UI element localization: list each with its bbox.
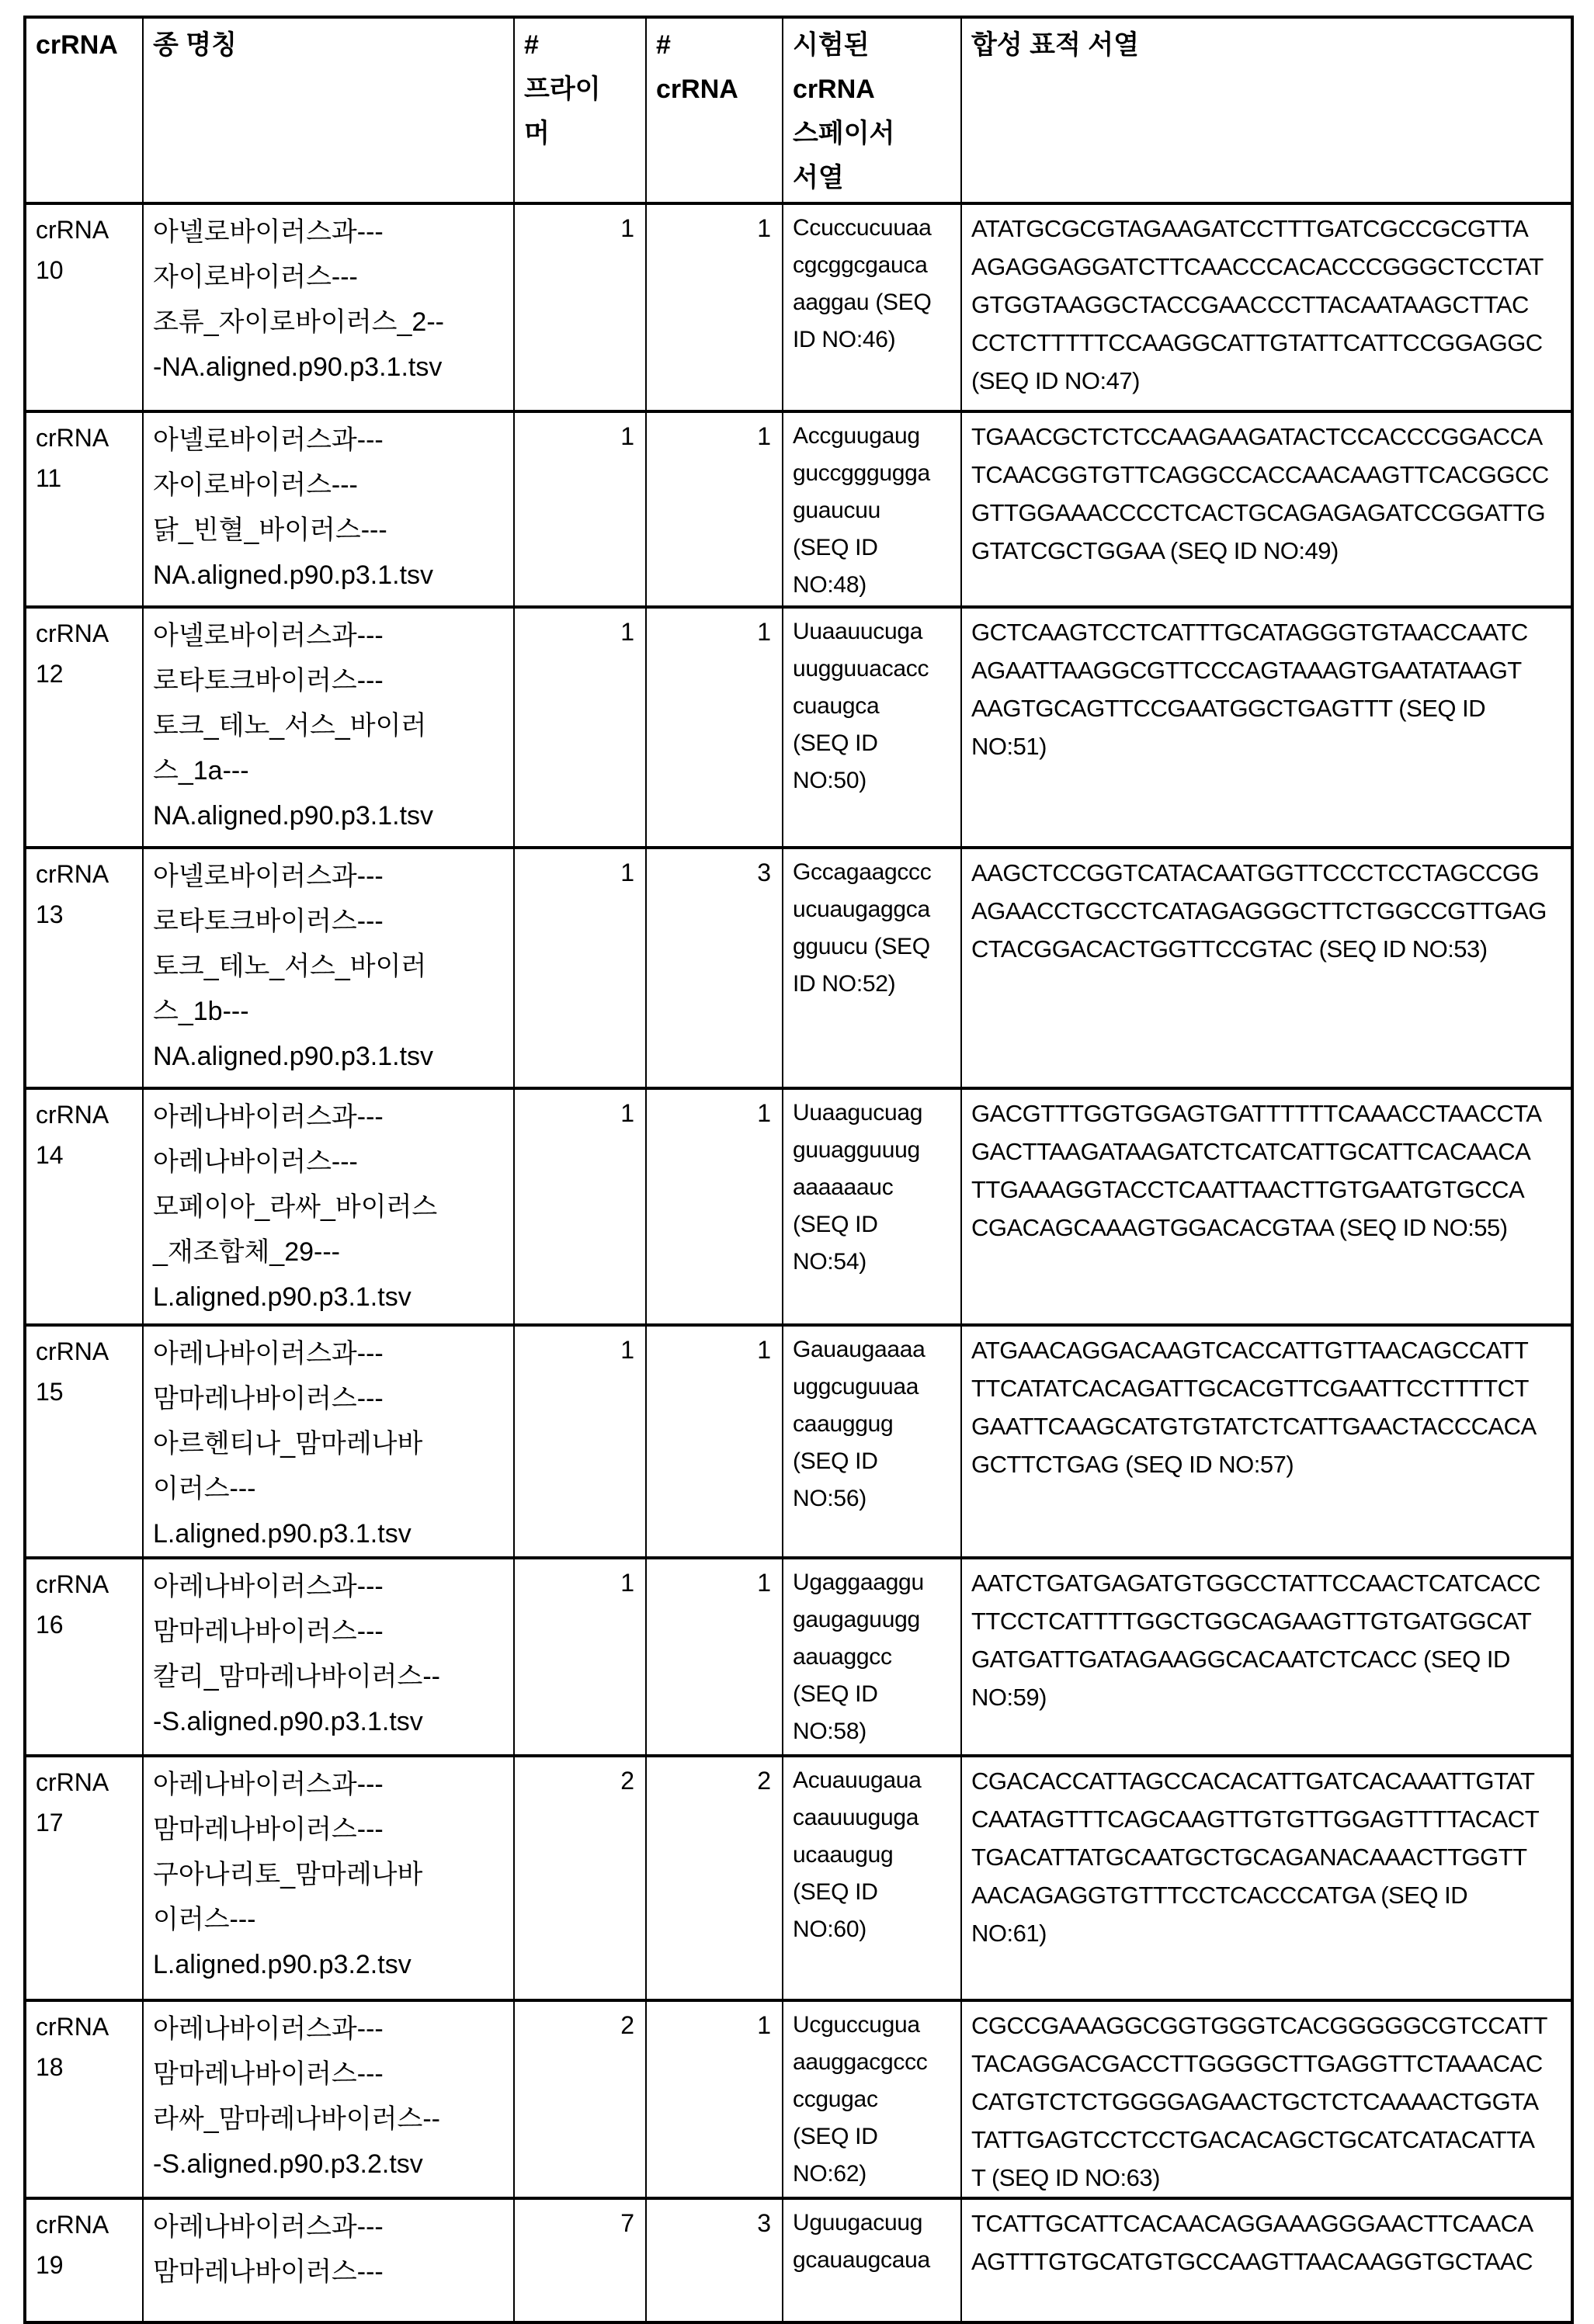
header-tested-spacer-seq: 시험된 crRNA 스페이서 서열 [783,17,961,203]
spacer-sequence-cell: Uguugacuug gcauaugcaua [783,2198,961,2322]
target-sequence-cell: ATGAACAGGACAAGTCACCATTGTTAACAGCCATT TTCATATCACAGATTGCACGTTCGAATTCCTTTTCT GAATTCAAGCATGTGTATCTCATTGAACTACCCACA GCTTCTGAG (SEQ ID NO:57) [961,1325,1572,1558]
header-num-crrna: # crRNA [646,17,783,203]
crrna-id-cell: crRNA 13 [25,848,143,1088]
spacer-sequence-cell: Gccagaagccc ucuaugaggca gguucu (SEQ ID NO:52) [783,848,961,1088]
species-name-cell: 아레나바이러스과--- 맘마레나바이러스--- 칼리_맘마레나바이러스-- -S.aligned.p90.p3.1.tsv [143,1558,514,1756]
num-primers-cell: 1 [514,203,646,411]
num-primers-cell: 2 [514,1756,646,2000]
table-row [25,2000,1572,2198]
species-name-cell: 아레나바이러스과--- 맘마레나바이러스--- 아르헨티나_맘마레나바 이러스--- L.aligned.p90.p3.1.tsv [143,1325,514,1558]
table-header [25,17,1572,203]
num-primers-cell: 1 [514,848,646,1088]
crrna-sequence-table [23,16,1574,2324]
header-num-primers: # 프라이 머 [514,17,646,203]
species-name-cell: 아레나바이러스과--- 맘마레나바이러스--- 라싸_맘마레나바이러스-- -S.aligned.p90.p3.2.tsv [143,2000,514,2198]
crrna-id-cell: crRNA 14 [25,1088,143,1325]
table-row [25,411,1572,607]
num-crrna-cell: 1 [646,1088,783,1325]
table-row [25,2198,1572,2322]
table-row [25,203,1572,411]
table-body [25,203,1572,2322]
num-primers-cell: 1 [514,411,646,607]
table-row [25,607,1572,848]
table-row [25,1558,1572,1756]
target-sequence-cell: CGCCGAAAGGCGGTGGGTCACGGGGGCGTCCATT TACAGGACGACCTTGGGGCTTGAGGTTCTAAACAC CATGTCTCTGGGGAGAACTGCTCTCAAAACTGGTA TATTGAGTCCTCCTGACACAGCTGCATCATACATTA T (SEQ ID NO:63) [961,2000,1572,2198]
crrna-id-cell: crRNA 12 [25,607,143,848]
spacer-sequence-cell: Ucguccugua aauggacgccc ccgugac (SEQ ID NO:62) [783,2000,961,2198]
species-name-cell: 아레나바이러스과--- 아레나바이러스--- 모페이아_라싸_바이러스 _재조합체_29--- L.aligned.p90.p3.1.tsv [143,1088,514,1325]
species-name-cell: 아넬로바이러스과--- 로타토크바이러스--- 토크_테노_서스_바이러 스_1a--- NA.aligned.p90.p3.1.tsv [143,607,514,848]
species-name-cell: 아레나바이러스과--- 맘마레나바이러스--- [143,2198,514,2322]
num-crrna-cell: 1 [646,203,783,411]
spacer-sequence-cell: Gauaugaaaa uggcuguuaa caauggug (SEQ ID NO:56) [783,1325,961,1558]
header-synthetic-target-seq: 합성 표적 서열 [961,17,1572,203]
num-crrna-cell: 3 [646,848,783,1088]
species-name-cell: 아넬로바이러스과--- 자이로바이러스--- 닭_빈혈_바이러스--- NA.aligned.p90.p3.1.tsv [143,411,514,607]
spacer-sequence-cell: Ugaggaaggu gaugaguugg aauaggcc (SEQ ID NO:58) [783,1558,961,1756]
num-crrna-cell: 2 [646,1756,783,2000]
target-sequence-cell: GACGTTTGGTGGAGTGATTTTTTCAAACCTAACCTA GACTTAAGATAAGATCTCATCATTGCATTCACAACA TTGAAAGGTACCTCAATTAACTTGTGAATGTGCCA CGACAGCAAAGTGGACACGTAA (SEQ ID NO:55) [961,1088,1572,1325]
num-crrna-cell: 1 [646,2000,783,2198]
spacer-sequence-cell: Accguugaug guccgggugga guaucuu (SEQ ID NO:48) [783,411,961,607]
spacer-sequence-cell: Acuauugaua caauuuguga ucaaugug (SEQ ID NO:60) [783,1756,961,2000]
num-crrna-cell: 1 [646,1558,783,1756]
target-sequence-cell: TCATTGCATTCACAACAGGAAAGGGAACTTCAACA AGTTTGTGCATGTGCCAAGTTAACAAGGTGCTAAC [961,2198,1572,2322]
target-sequence-cell: CGACACCATTAGCCACACATTGATCACAAATTGTAT CAATAGTTTCAGCAAGTTGTGTTGGAGTTTTACACT TGACATTATGCAATGCTGCAGANACAAACTTGGTT AACAGAGGTGTTTCCTCACCCATGA (SEQ ID NO:61) [961,1756,1572,2000]
num-primers-cell: 1 [514,1325,646,1558]
num-crrna-cell: 1 [646,1325,783,1558]
table-row [25,1088,1572,1325]
spacer-sequence-cell: Uuaagucuag guuagguuug aaaaaauc (SEQ ID NO:54) [783,1088,961,1325]
num-crrna-cell: 1 [646,607,783,848]
table-row [25,1756,1572,2000]
crrna-id-cell: crRNA 19 [25,2198,143,2322]
table-row [25,1325,1572,1558]
header-crrna: crRNA [25,17,143,203]
num-primers-cell: 1 [514,1088,646,1325]
num-primers-cell: 7 [514,2198,646,2322]
target-sequence-cell: GCTCAAGTCCTCATTTGCATAGGGTGTAACCAATC AGAATTAAGGCGTTCCCAGTAAAGTGAATATAAGT AAGTGCAGTTCCGAATGGCTGAGTTT (SEQ ID NO:51) [961,607,1572,848]
crrna-id-cell: crRNA 16 [25,1558,143,1756]
crrna-id-cell: crRNA 18 [25,2000,143,2198]
crrna-id-cell: crRNA 17 [25,1756,143,2000]
target-sequence-cell: AAGCTCCGGTCATACAATGGTTCCCTCCTAGCCGG AGAACCTGCCTCATAGAGGGCTTCTGGCCGTTGAG CTACGGACACTGGTTCCGTAC (SEQ ID NO:53) [961,848,1572,1088]
target-sequence-cell: AATCTGATGAGATGTGGCCTATTCCAACTCATCACC TTCCTCATTTTGGCTGGCAGAAGTTGTGATGGCAT GATGATTGATAGAAGGCACAATCTCACC (SEQ ID NO:59) [961,1558,1572,1756]
table-row [25,848,1572,1088]
crrna-id-cell: crRNA 15 [25,1325,143,1558]
species-name-cell: 아넬로바이러스과--- 로타토크바이러스--- 토크_테노_서스_바이러 스_1b--- NA.aligned.p90.p3.1.tsv [143,848,514,1088]
num-primers-cell: 2 [514,2000,646,2198]
species-name-cell: 아넬로바이러스과--- 자이로바이러스--- 조류_자이로바이러스_2-- -NA.aligned.p90.p3.1.tsv [143,203,514,411]
crrna-id-cell: crRNA 11 [25,411,143,607]
crrna-id-cell: crRNA 10 [25,203,143,411]
num-crrna-cell: 3 [646,2198,783,2322]
spacer-sequence-cell: Ccuccucuuaa cgcggcgauca aaggau (SEQ ID NO:46) [783,203,961,411]
target-sequence-cell: TGAACGCTCTCCAAGAAGATACTCCACCCGGACCA TCAACGGTGTTCAGGCCACCAACAAGTTCACGGCC GTTGGAAACCCCTCACTGCAGAGAGATCCGGATTG GTATCGCTGGAA (SEQ ID NO:49) [961,411,1572,607]
num-crrna-cell: 1 [646,411,783,607]
num-primers-cell: 1 [514,607,646,848]
document-page [0,16,1594,2304]
header-species-name: 종 명칭 [143,17,514,203]
spacer-sequence-cell: Uuaauucuga uugguuacacc cuaugca (SEQ ID NO:50) [783,607,961,848]
species-name-cell: 아레나바이러스과--- 맘마레나바이러스--- 구아나리토_맘마레나바 이러스--- L.aligned.p90.p3.2.tsv [143,1756,514,2000]
target-sequence-cell: ATATGCGCGTAGAAGATCCTTTGATCGCCGCGTTA AGAGGAGGATCTTCAACCCACACCCGGGCTCCTAT GTGGTAAGGCTACCGAACCCTTACAATAAGCTTAC CCTCTTTTTCCAAGGCATTGTATTCATTCCGGAGGC (SEQ ID NO:47) [961,203,1572,411]
header-row [25,17,1572,203]
num-primers-cell: 1 [514,1558,646,1756]
